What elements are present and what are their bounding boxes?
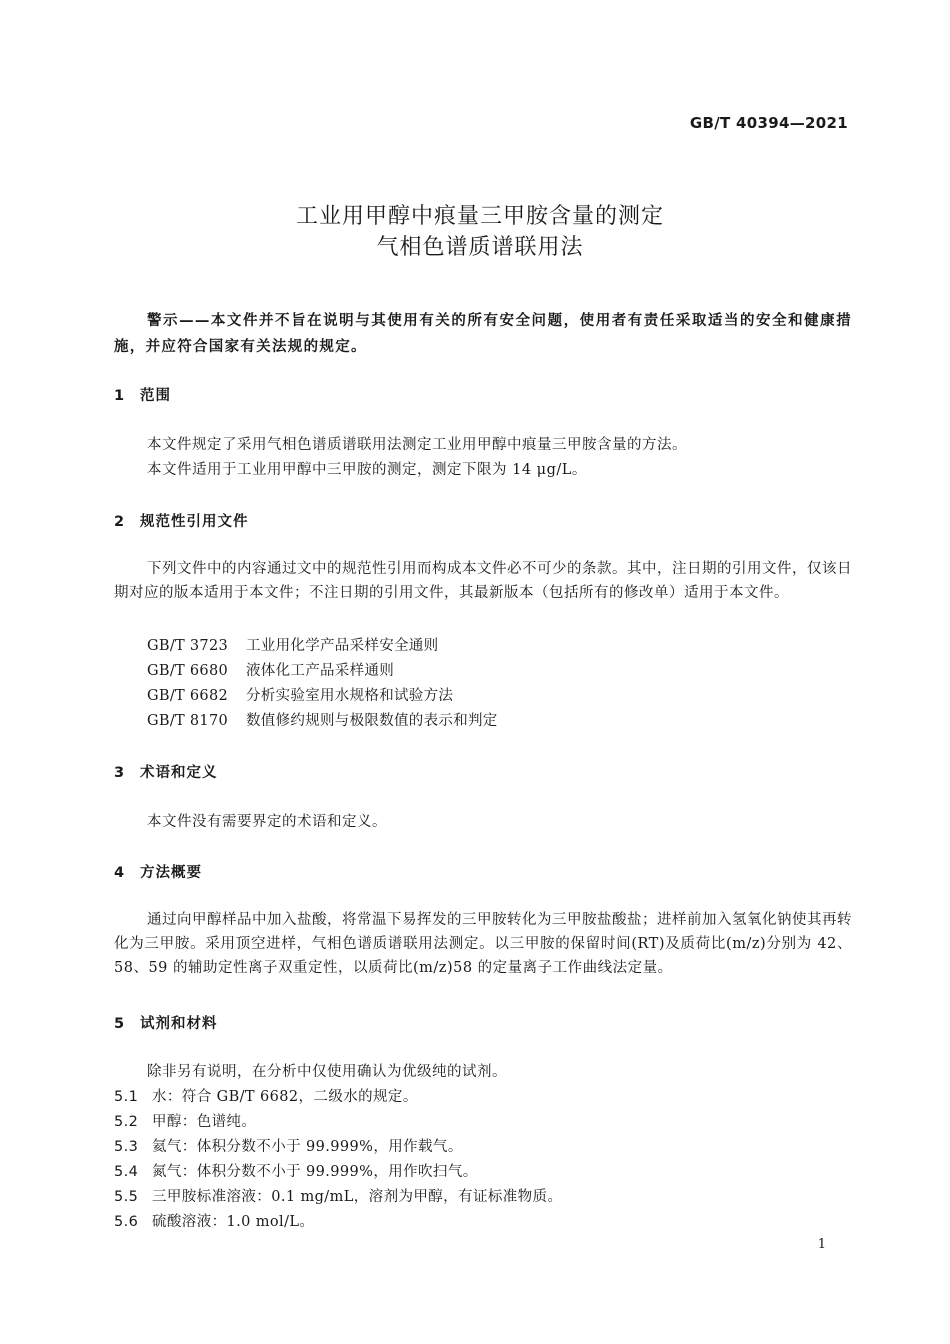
item-number: 5.2 [114,1114,139,1130]
reagent-item [114,1160,478,1181]
section-2-intro: 下列文件中的内容通过文中的规范性引用而构成本文件必不可少的条款。其中，注日期的引用文件，仅该日期对应的版本适用于本文件；不注日期的引用文件，其最新版本（包括所有的修改单）适用于本文件。 [114,561,852,601]
section-4-text: 通过向甲醇样品中加入盐酸，将常温下易挥发的三甲胺转化为三甲胺盐酸盐；进样前加入氢氧化钠使其再转化为三甲胺。采用顶空进样，气相色谱质谱联用法测定。以三甲胺的保留时间(RT)及质荷比(m/z)分别为 42、58、59 的辅助定性离子双重定性，以质荷比(m/z)58 的定量离子工作曲线法定量。 [114,912,852,976]
item-text: 甲醇：色谱纯。 [152,1114,257,1130]
section-title: 规范性引用文件 [140,514,249,530]
reagent-item [114,1110,256,1131]
reference-item [147,709,498,730]
section-5-heading [114,1012,218,1033]
standard-number: GB/T 40394—2021 [689,114,848,132]
section-title: 方法概要 [140,865,202,881]
reference-code: GB/T 8170 [147,713,229,729]
warning-notice: 警示——本文件并不旨在说明与其使用有关的所有安全问题，使用者有责任采取适当的安全和健康措施，并应符合国家有关法规的规定。 [114,313,852,355]
document-title-line2: 气相色谱质谱联用法 [376,235,584,260]
item-text: 硫酸溶液：1.0 mol/L。 [152,1214,315,1230]
item-number: 5.4 [114,1164,139,1180]
reference-title: 液体化工产品采样通则 [246,663,394,679]
reagent-item [114,1210,314,1231]
item-number: 5.5 [114,1189,139,1205]
section-title: 试剂和材料 [140,1016,218,1032]
section-title: 范围 [140,388,171,404]
reference-item [147,659,394,680]
section-number: 3 [114,765,126,781]
section-5-intro: 除非另有说明，在分析中仅使用确认为优级纯的试剂。 [147,1064,507,1080]
reagent-item [114,1085,418,1106]
section-number: 1 [114,388,126,404]
item-text: 水：符合 GB/T 6682，二级水的规定。 [152,1089,418,1105]
document-title-line1: 工业用甲醇中痕量三甲胺含量的测定 [295,204,664,229]
reference-item [147,634,438,655]
section-3-heading [114,761,218,782]
item-text: 氦气：体积分数不小于 99.999%，用作载气。 [152,1139,463,1155]
section-3-text: 本文件没有需要界定的术语和定义。 [147,814,387,830]
section-2-heading [114,510,249,531]
section-1-heading [114,384,171,405]
reference-code: GB/T 3723 [147,638,229,654]
item-number: 5.6 [114,1214,139,1230]
section-number: 2 [114,514,126,530]
item-text: 三甲胺标准溶液：0.1 mg/mL，溶剂为甲醇，有证标准物质。 [152,1189,563,1205]
reference-title: 工业用化学产品采样安全通则 [246,638,439,654]
item-text: 氮气：体积分数不小于 99.999%，用作吹扫气。 [152,1164,478,1180]
section-number: 5 [114,1016,126,1032]
section-number: 4 [114,865,126,881]
reference-title: 数值修约规则与极限数值的表示和判定 [246,713,498,729]
section-1-line-2: 本文件适用于工业用甲醇中三甲胺的测定，测定下限为 14 μg/L。 [147,462,587,478]
section-4-heading [114,861,202,882]
page-number: 1 [817,1237,826,1252]
reference-code: GB/T 6682 [147,688,229,704]
reagent-item [114,1185,562,1206]
section-1-line-1: 本文件规定了采用气相色谱质谱联用法测定工业用甲醇中痕量三甲胺含量的方法。 [147,437,687,453]
item-number: 5.1 [114,1089,139,1105]
section-title: 术语和定义 [140,765,218,781]
item-number: 5.3 [114,1139,139,1155]
reference-code: GB/T 6680 [147,663,229,679]
reference-title: 分析实验室用水规格和试验方法 [246,688,454,704]
reference-item [147,684,453,705]
reagent-item [114,1135,463,1156]
